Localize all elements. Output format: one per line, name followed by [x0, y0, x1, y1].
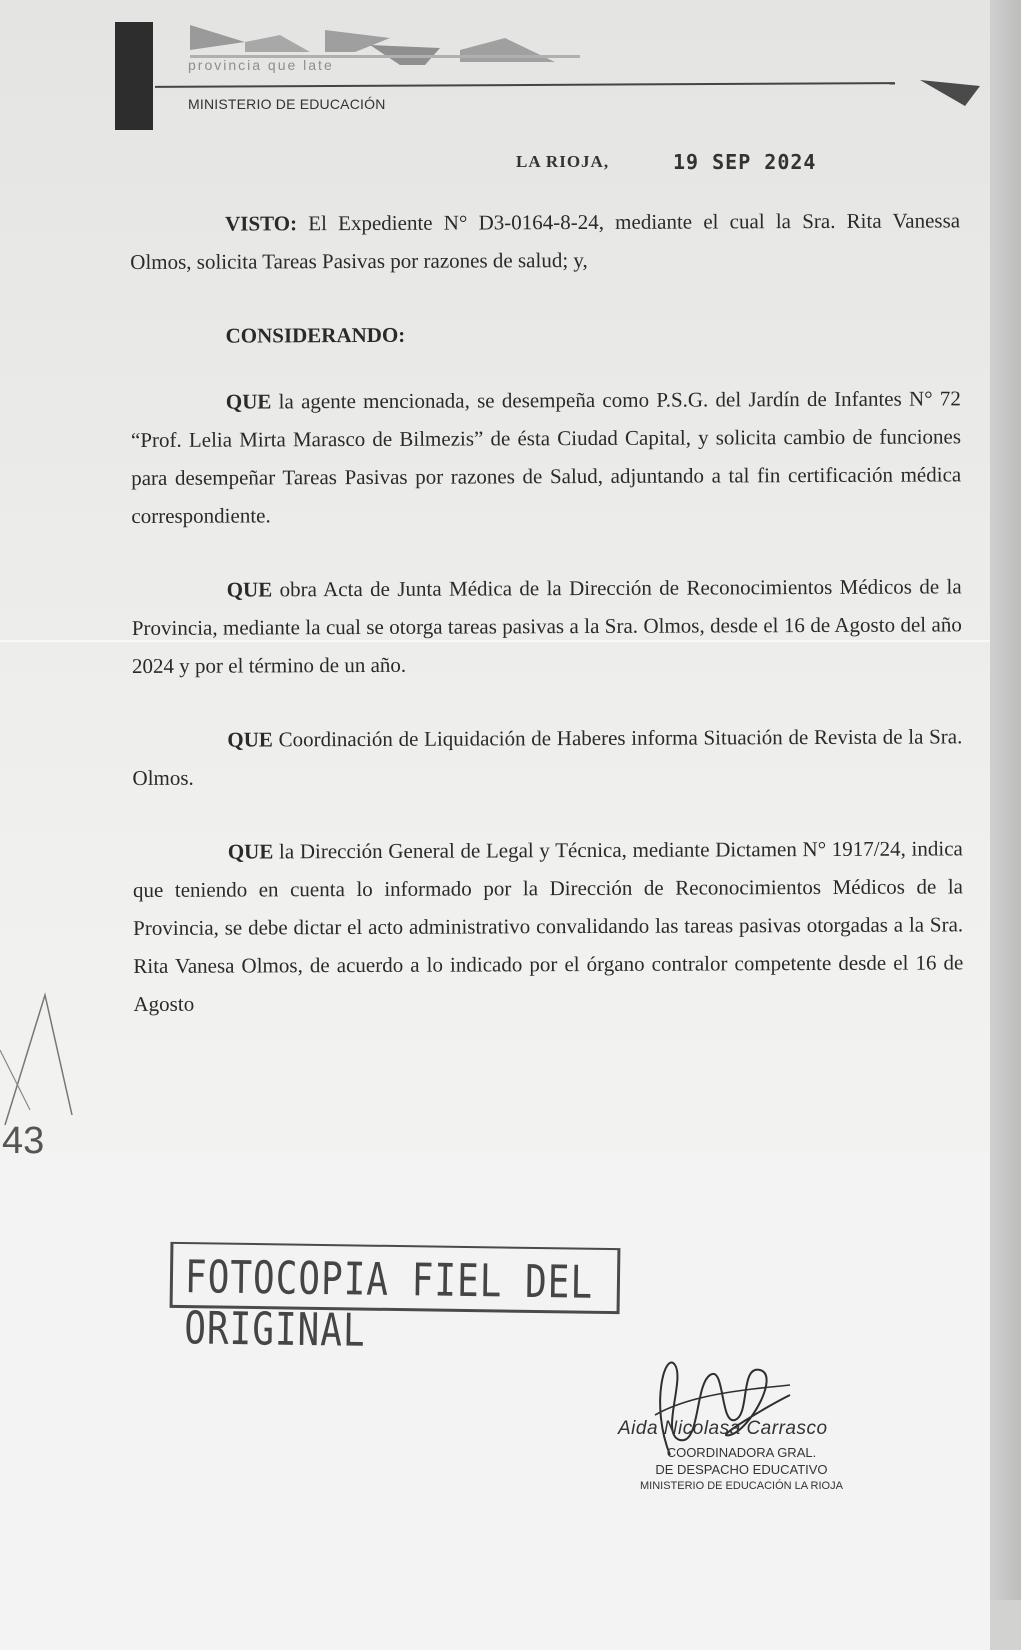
corner-triangle-mark: [920, 80, 980, 106]
logo-tagline: provincia que late: [188, 57, 334, 73]
que-label: QUE: [225, 389, 272, 414]
paper-lower-band: [0, 1150, 990, 1650]
que-paragraph-4: [133, 829, 964, 1023]
que-paragraph-3: [132, 717, 962, 797]
considerando-heading: CONSIDERANDO:: [225, 322, 406, 348]
signatory-title: COORDINADORA GRAL.: [666, 1445, 817, 1460]
signatory-name: Aida Nicolasa Carrasco: [618, 1418, 828, 1439]
que-paragraph-1: [131, 379, 962, 535]
page-number: 43: [2, 1120, 45, 1162]
que-paragraph-2: [132, 567, 962, 685]
que-label: QUE: [227, 839, 274, 864]
margin-pen-stroke: [0, 990, 80, 1130]
visto-paragraph: [130, 201, 960, 281]
stamp-text: FOTOCOPIA FIEL DEL ORIGINAL: [183, 1252, 594, 1358]
signatory-ministry: MINISTERIO DE EDUCACIÓN LA RIOJA: [640, 1480, 843, 1492]
page-edge-shadow: [990, 0, 1021, 1600]
visto-label: VISTO:: [225, 211, 298, 236]
date-place: LA RIOJA,: [516, 152, 610, 171]
signatory-department: DE DESPACHO EDUCATIVO: [655, 1462, 828, 1477]
visto-text: El Expediente N° D3-0164-8-24, mediante el cual la Sra. Rita Vanessa Olmos, solicita Tareas Pasivas por razones de salud; y,: [130, 208, 961, 274]
que-text-4: la Dirección General de Legal y Técnica, mediante Dictamen N° 1917/24, indica que teniendo en cuenta lo informado por la Dirección de Reconocimientos Médicos de la Provincia, se debe dictar el acto administrativo convalidando las tareas pasivas otorgadas a la Sra. Rita Vanesa Olmos, de acuerdo a lo indicado por el órgano contralor competente desde el 16 de Agosto: [132, 836, 964, 1016]
signatory-role: [640, 1444, 843, 1495]
que-label: QUE: [227, 727, 273, 752]
que-label: QUE: [226, 577, 273, 602]
que-text-2: obra Acta de Junta Médica de la Dirección de Reconocimientos Médicos de la Provincia, mediante la cual se otorga tareas pasivas a la Sra. Olmos, desde el 16 de Agosto del año 2024 y por el término de un año.: [131, 574, 962, 678]
certified-copy-stamp: [170, 1242, 621, 1358]
que-text-1: la agente mencionada, se desempeña como P.S.G. del Jardín de Infantes N° 72 “Prof. Lelia Mirta Marasco de Bilmezis” de ésta Ciudad Capital, y solicita cambio de funciones para desempeñar Tareas Pasivas por razones de Salud, adjuntando a tal fin certificación médica correspondiente.: [130, 386, 962, 528]
letterhead-bar: [115, 22, 153, 130]
que-text-3: Coordinación de Liquidación de Haberes informa Situación de Revista de la Sra. Olmos.: [132, 724, 963, 790]
ministry-name: MINISTERIO DE EDUCACIÓN: [188, 96, 386, 112]
date-stamp: 19 SEP 2024: [673, 150, 817, 174]
document-body: [130, 201, 964, 1059]
